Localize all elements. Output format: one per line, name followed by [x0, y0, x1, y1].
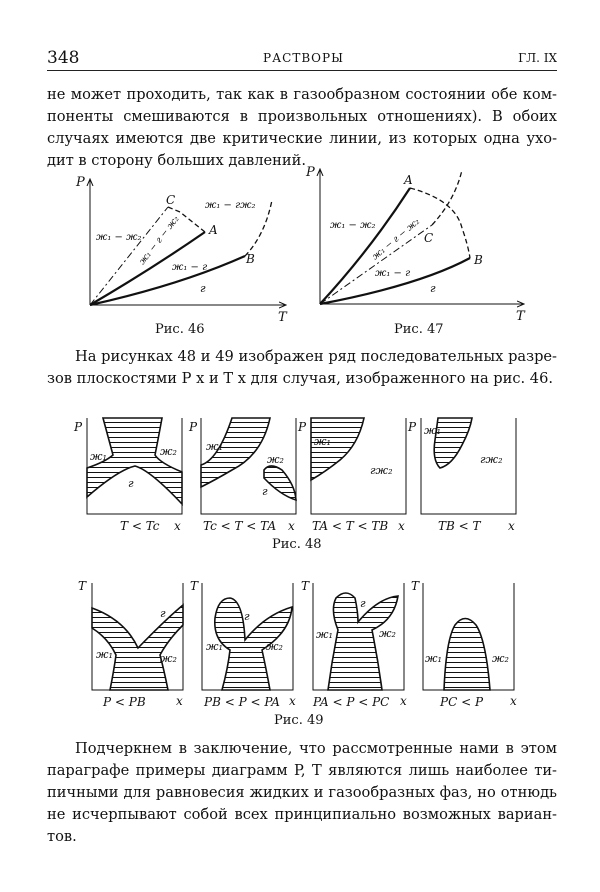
figure-caption: Рис. 47	[394, 322, 444, 337]
text-line: случаях имеются две критические линии, из которых одна ухо-	[47, 130, 557, 147]
point-b: B	[474, 253, 483, 267]
region-label: г	[200, 282, 206, 295]
region-label: ж₁	[425, 652, 442, 665]
region-label: ж₁ − г	[375, 268, 411, 279]
panel-condition: T < Tc	[120, 519, 160, 533]
panel-condition: P < PB	[103, 695, 146, 709]
text-line: параграфе примеры диаграмм P, T являются лишь наиболее ти-	[47, 762, 557, 779]
text-line: поненты смешиваются в произвольных отношениях). В обоих	[47, 108, 557, 125]
region-label: ж₁ − гж₂	[205, 200, 256, 211]
axis-label-x: x	[400, 694, 407, 708]
region-label: ж₁	[206, 640, 223, 653]
axis-label-t: T	[190, 579, 199, 593]
text-line: пичными для равновесия жидких и газообразных фаз, но отнюдь	[47, 784, 557, 801]
region-label: ж₁ − г	[172, 262, 208, 273]
region-label: ж₁ − г − ж₂	[370, 216, 422, 263]
figure-caption: Рис. 49	[274, 713, 324, 728]
region-label: г	[160, 607, 166, 620]
region-label: ж₁	[424, 424, 441, 437]
region-label: ж₁	[90, 450, 107, 463]
figure-caption: Рис. 48	[272, 537, 322, 552]
point-c: C	[166, 193, 176, 207]
region-label: ж₂	[160, 445, 177, 458]
region-label: ж₂	[266, 640, 283, 653]
region-label: ж₁	[206, 440, 223, 453]
outro-paragraph	[47, 738, 557, 848]
figure-49	[78, 579, 517, 728]
fig48-panel-1	[73, 418, 182, 533]
axis-label-p: P	[306, 165, 315, 180]
axis-label-x: x	[288, 519, 295, 533]
region-label: г	[244, 610, 250, 623]
axis-label-x: x	[176, 694, 183, 708]
region-label: г	[128, 477, 134, 490]
axis-label-x: x	[510, 694, 517, 708]
text-line: не исчерпывают собой всех принципиально возможных вариан-	[47, 806, 557, 823]
fig48-panel-3	[297, 418, 406, 533]
region-label: ж₂	[492, 652, 509, 665]
point-a: A	[404, 173, 413, 187]
region-label: ж₁	[314, 435, 331, 448]
text-line: не может проходить, так как в газообразном состоянии обе ком-	[47, 86, 557, 103]
point-a: A	[209, 223, 218, 237]
axis-label-x: x	[174, 519, 181, 533]
fig48-panel-2	[188, 418, 296, 533]
region-label: ж₂	[379, 627, 396, 640]
axis-label-x: x	[398, 519, 405, 533]
axis-label-x: x	[289, 694, 296, 708]
text-line: тов.	[47, 828, 77, 845]
panel-condition: TA < T < TB	[312, 519, 389, 533]
axis-label-p: P	[189, 420, 198, 434]
region-label: г	[262, 485, 268, 498]
region-label: гж₂	[370, 464, 393, 477]
panel-condition: PA < P < PC	[313, 695, 390, 709]
point-b: B	[246, 252, 255, 266]
fig48-panel-4	[407, 418, 516, 533]
running-title: РАСТВОРЫ	[263, 51, 344, 65]
axis-label-t: T	[78, 579, 87, 593]
panel-condition: PC < P	[440, 695, 484, 709]
page-number: 348	[47, 48, 80, 68]
region-label: г	[430, 282, 436, 295]
chapter-label: ГЛ. IX	[518, 51, 557, 65]
region-label: гж₂	[480, 453, 503, 466]
axis-label-t: T	[411, 579, 420, 593]
figure-47	[305, 165, 526, 324]
liquid-region	[311, 418, 364, 480]
axis-label-p: P	[76, 175, 85, 190]
axis-label-p: P	[74, 420, 83, 434]
axis-label-p: P	[298, 420, 307, 434]
fig49-panel-1	[78, 579, 183, 709]
panel-condition: PB < P < PA	[204, 695, 280, 709]
text-line: Подчеркнем в заключение, что рассмотренные нами в этом	[75, 740, 557, 757]
text-line: дит в сторону больших давлений.	[47, 152, 306, 169]
liquid-drop	[264, 466, 296, 500]
axis-label-p: P	[408, 420, 417, 434]
region-label: ж₁ − ж₂	[330, 220, 376, 231]
fig49-panel-4	[411, 579, 517, 709]
curve-b	[90, 256, 245, 305]
liquid-region	[444, 619, 490, 691]
text-line: На рисунках 48 и 49 изображен ряд последовательных разре-	[75, 348, 557, 365]
region-label: ж₁ − ж₂	[96, 232, 142, 243]
figure-48	[73, 418, 516, 552]
panel-condition: TB < T	[438, 519, 481, 533]
region-label: г	[360, 597, 366, 610]
region-label: ж₁	[316, 628, 333, 641]
figure-caption: Рис. 46	[155, 322, 205, 337]
region-label: ж₁	[96, 648, 113, 661]
point-c: C	[424, 231, 434, 245]
panel-condition: Tc < T < TA	[203, 519, 277, 533]
curve-b	[320, 258, 470, 304]
region-label: ж₁ − г − ж₂	[137, 214, 182, 267]
region-label: ж₂	[160, 652, 177, 665]
fig49-panel-2	[190, 579, 296, 709]
region-label: ж₂	[267, 453, 284, 466]
axis-label-t: T	[516, 309, 525, 324]
axis-label-x: x	[508, 519, 515, 533]
text-line: зов плоскостями P x и T x для случая, изображенного на рис. 46.	[47, 370, 554, 387]
axis-label-t: T	[278, 310, 287, 325]
fig49-panel-3	[301, 579, 407, 709]
dashdot-curve	[90, 207, 168, 305]
axis-label-t: T	[301, 579, 310, 593]
figure-46	[75, 175, 288, 325]
mid-paragraph	[47, 346, 557, 390]
